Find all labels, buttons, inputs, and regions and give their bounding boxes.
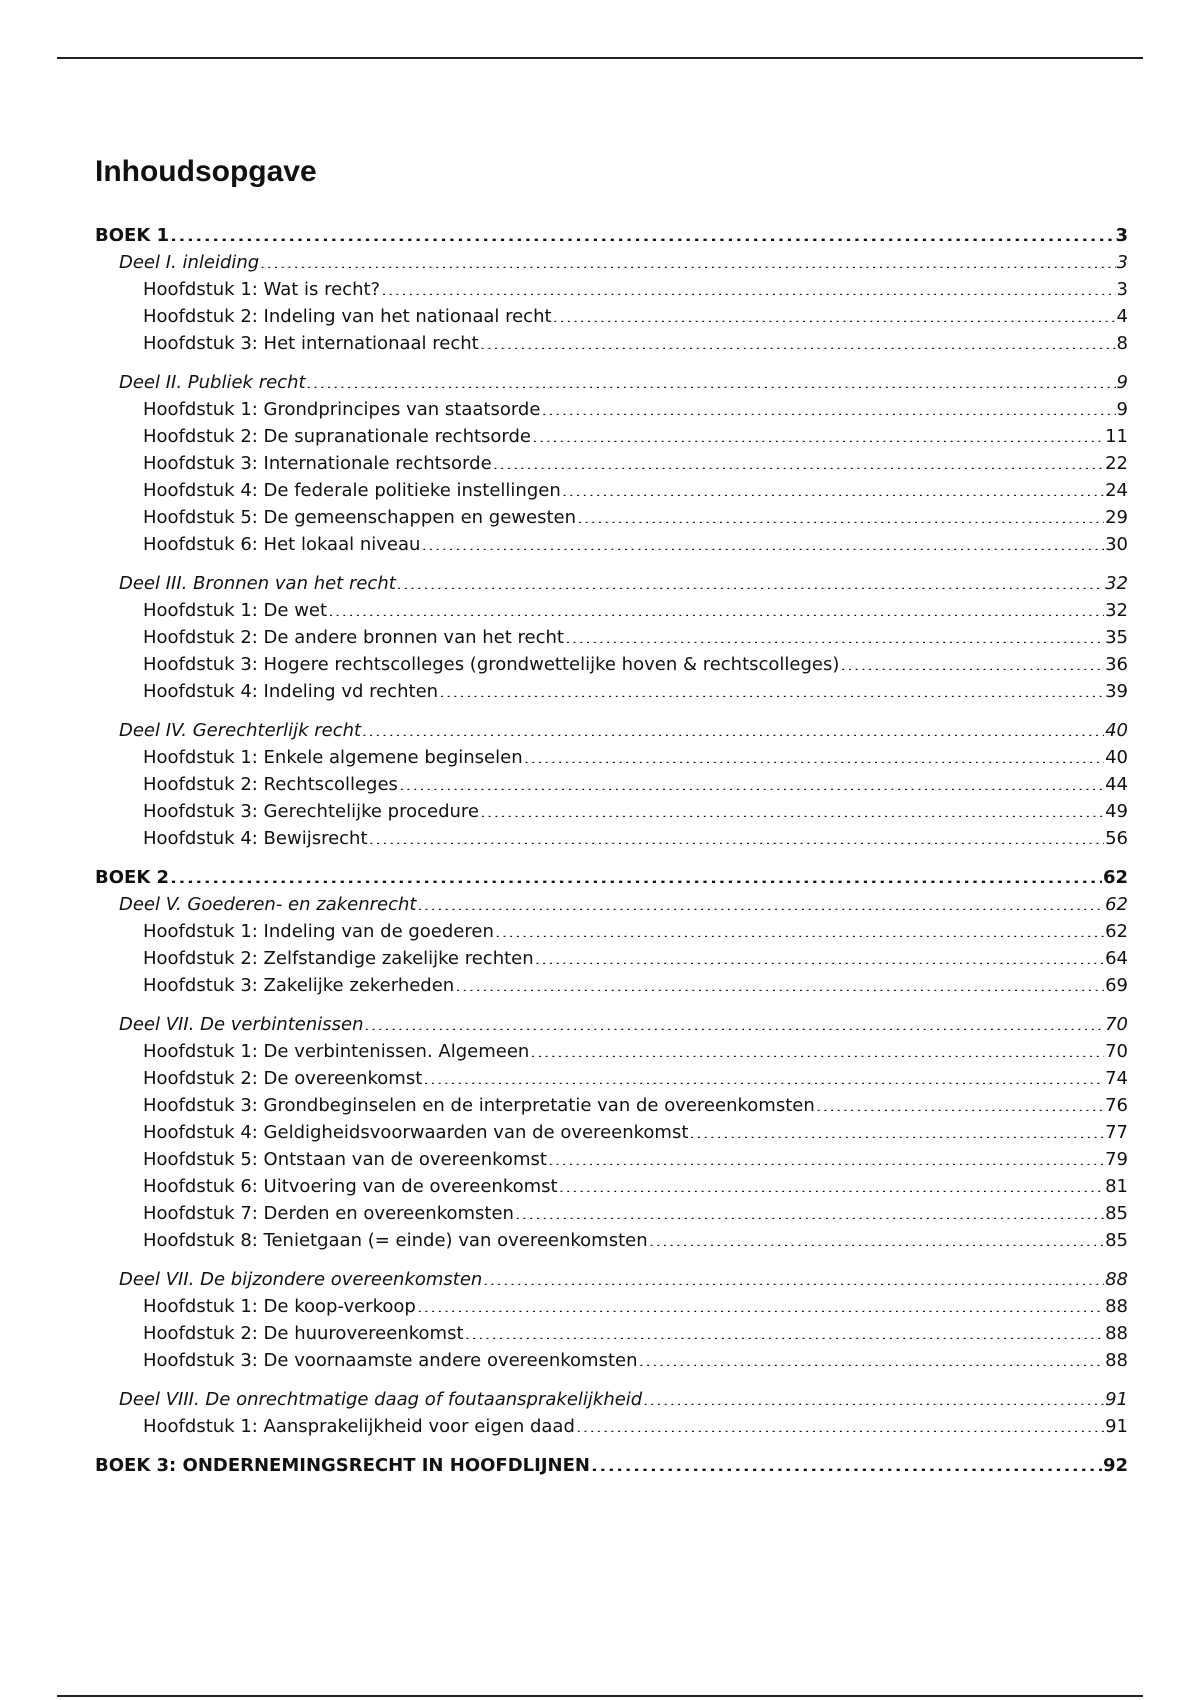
dot-leader <box>515 1201 1104 1219</box>
footer-rule <box>57 1695 1143 1697</box>
toc-chapter-entry-page-number: 79 <box>1105 1149 1128 1170</box>
toc-part-entry-page-number: 62 <box>1105 894 1128 915</box>
dot-leader <box>639 1348 1105 1366</box>
dot-leader <box>423 1066 1104 1084</box>
toc-book-entry-page-number: 62 <box>1102 867 1128 888</box>
toc-chapter-entry[interactable] <box>95 1200 1128 1227</box>
toc-chapter-entry-page-number: 88 <box>1105 1296 1128 1317</box>
toc-part-entry-page-number: 9 <box>1116 372 1128 393</box>
toc-chapter-entry-label: Hoofdstuk 1: Grondprincipes van staatsorde <box>143 399 541 420</box>
toc-chapter-entry-page-number: 88 <box>1105 1323 1128 1344</box>
toc-chapter-entry-label: Hoofdstuk 3: Hogere rechtscolleges (grondwettelijke hoven & rechtscolleges) <box>143 654 840 675</box>
toc-part-entry-page-number: 70 <box>1105 1014 1128 1035</box>
toc-chapter-entry[interactable] <box>95 1092 1128 1119</box>
toc-chapter-entry-label: Hoofdstuk 6: Het lokaal niveau <box>143 534 421 555</box>
toc-chapter-entry[interactable] <box>95 1173 1128 1200</box>
toc-book-entry-page-number: 3 <box>1115 225 1128 246</box>
dot-leader <box>577 505 1104 523</box>
toc-part-entry-label: Deel VII. De bijzondere overeenkomsten <box>119 1269 483 1290</box>
toc-chapter-entry-page-number: 81 <box>1105 1176 1128 1197</box>
toc-chapter-entry[interactable] <box>95 1347 1128 1374</box>
toc-chapter-entry[interactable] <box>95 651 1128 678</box>
toc-part-entry-label: Deel VIII. De onrechtmatige daag of foutaansprakelijkheid <box>119 1389 643 1410</box>
toc-chapter-entry-label: Hoofdstuk 2: De overeenkomst <box>143 1068 423 1089</box>
toc-chapter-entry-label: Hoofdstuk 2: De huurovereenkomst <box>143 1323 464 1344</box>
toc-chapter-entry-page-number: 39 <box>1105 681 1128 702</box>
table-of-contents <box>95 222 1128 1491</box>
toc-chapter-entry[interactable] <box>95 1293 1128 1320</box>
toc-part-entry[interactable] <box>95 717 1128 744</box>
toc-chapter-entry[interactable] <box>95 477 1128 504</box>
toc-book-entry-label: BOEK 1 <box>95 225 170 246</box>
dot-leader <box>524 745 1104 763</box>
toc-chapter-entry[interactable] <box>95 624 1128 651</box>
dot-leader <box>541 397 1115 415</box>
toc-chapter-entry-page-number: 22 <box>1105 453 1128 474</box>
toc-chapter-entry[interactable] <box>95 798 1128 825</box>
page-title: Inhoudsopgave <box>95 155 317 188</box>
part-section <box>95 891 1128 999</box>
toc-chapter-entry-label: Hoofdstuk 4: Indeling vd rechten <box>143 681 439 702</box>
toc-chapter-entry-page-number: 77 <box>1105 1122 1128 1143</box>
dot-leader <box>480 331 1116 349</box>
dot-leader <box>483 1267 1104 1285</box>
dot-leader <box>649 1228 1104 1246</box>
toc-part-entry-label: Deel I. inleiding <box>119 252 260 273</box>
toc-book-entry-label: BOEK 3: ONDERNEMINGSRECHT IN HOOFDLIJNEN <box>95 1455 590 1476</box>
toc-chapter-entry-label: Hoofdstuk 7: Derden en overeenkomsten <box>143 1203 514 1224</box>
toc-chapter-entry-page-number: 85 <box>1105 1230 1128 1251</box>
toc-chapter-entry-label: Hoofdstuk 1: De wet <box>143 600 328 621</box>
toc-part-entry-page-number: 91 <box>1105 1389 1128 1410</box>
dot-leader <box>480 799 1104 817</box>
toc-chapter-entry-page-number: 4 <box>1116 306 1128 327</box>
part-section <box>95 1266 1128 1374</box>
dot-leader <box>495 919 1104 937</box>
toc-book-entry-label: BOEK 2 <box>95 867 170 888</box>
dot-leader <box>576 1414 1104 1432</box>
book-section <box>95 864 1128 1440</box>
toc-chapter-entry-label: Hoofdstuk 3: Het internationaal recht <box>143 333 479 354</box>
toc-chapter-entry[interactable] <box>95 825 1128 852</box>
toc-chapter-entry-label: Hoofdstuk 1: Indeling van de goederen <box>143 921 494 942</box>
dot-leader <box>307 370 1116 388</box>
part-section <box>95 570 1128 705</box>
toc-book-entry-page-number: 92 <box>1102 1455 1128 1476</box>
toc-chapter-entry-label: Hoofdstuk 2: Zelfstandige zakelijke rechten <box>143 948 534 969</box>
toc-chapter-entry-label: Hoofdstuk 2: De supranationale rechtsorde <box>143 426 532 447</box>
dot-leader <box>170 865 1102 883</box>
toc-chapter-entry-page-number: 35 <box>1105 627 1128 648</box>
dot-leader <box>439 679 1104 697</box>
toc-chapter-entry[interactable] <box>95 744 1128 771</box>
toc-part-entry-label: Deel II. Publiek recht <box>119 372 306 393</box>
toc-chapter-entry-page-number: 8 <box>1116 333 1128 354</box>
toc-chapter-entry-page-number: 69 <box>1105 975 1128 996</box>
toc-chapter-entry[interactable] <box>95 396 1128 423</box>
toc-chapter-entry-label: Hoofdstuk 1: Enkele algemene beginselen <box>143 747 523 768</box>
toc-chapter-entry[interactable] <box>95 1119 1128 1146</box>
toc-part-entry[interactable] <box>95 891 1128 918</box>
toc-chapter-entry[interactable] <box>95 1146 1128 1173</box>
toc-chapter-entry-label: Hoofdstuk 8: Tenietgaan (= einde) van overeenkomsten <box>143 1230 648 1251</box>
toc-chapter-entry-page-number: 85 <box>1105 1203 1128 1224</box>
toc-chapter-entry-label: Hoofdstuk 6: Uitvoering van de overeenkomst <box>143 1176 558 1197</box>
toc-chapter-entry-label: Hoofdstuk 4: Bewijsrecht <box>143 828 368 849</box>
toc-chapter-entry-label: Hoofdstuk 2: Rechtscolleges <box>143 774 398 795</box>
part-section <box>95 369 1128 558</box>
toc-chapter-entry-page-number: 9 <box>1116 399 1128 420</box>
toc-chapter-entry-page-number: 76 <box>1105 1095 1128 1116</box>
toc-chapter-entry[interactable] <box>95 303 1128 330</box>
book-section <box>95 1452 1128 1479</box>
toc-chapter-entry[interactable] <box>95 972 1128 999</box>
toc-chapter-entry[interactable] <box>95 276 1128 303</box>
toc-chapter-entry-page-number: 30 <box>1105 534 1128 555</box>
dot-leader <box>417 1294 1104 1312</box>
toc-chapter-entry-page-number: 44 <box>1105 774 1128 795</box>
toc-chapter-entry-label: Hoofdstuk 3: Zakelijke zekerheden <box>143 975 455 996</box>
toc-chapter-entry-page-number: 70 <box>1105 1041 1128 1062</box>
dot-leader <box>548 1147 1104 1165</box>
dot-leader <box>553 304 1116 322</box>
toc-chapter-entry-page-number: 3 <box>1116 279 1128 300</box>
toc-chapter-entry-label: Hoofdstuk 3: De voornaamste andere overeenkomsten <box>143 1350 638 1371</box>
toc-part-entry-page-number: 3 <box>1116 252 1128 273</box>
dot-leader <box>559 1174 1105 1192</box>
dot-leader <box>397 571 1104 589</box>
dot-leader <box>417 892 1104 910</box>
toc-chapter-entry-label: Hoofdstuk 1: De verbintenissen. Algemeen <box>143 1041 530 1062</box>
toc-chapter-entry[interactable] <box>95 1227 1128 1254</box>
dot-leader <box>365 1012 1105 1030</box>
toc-chapter-entry[interactable] <box>95 423 1128 450</box>
toc-part-entry-label: Deel III. Bronnen van het recht <box>119 573 396 594</box>
toc-part-entry-label: Deel IV. Gerechterlijk recht <box>119 720 362 741</box>
dot-leader <box>530 1039 1104 1057</box>
toc-part-entry-page-number: 40 <box>1105 720 1128 741</box>
dot-leader <box>591 1453 1102 1471</box>
book-section <box>95 222 1128 852</box>
dot-leader <box>260 250 1115 268</box>
toc-part-entry[interactable] <box>95 1011 1128 1038</box>
toc-chapter-entry[interactable] <box>95 945 1128 972</box>
dot-leader <box>328 598 1104 616</box>
toc-chapter-entry[interactable] <box>95 678 1128 705</box>
part-section <box>95 717 1128 852</box>
toc-chapter-entry[interactable] <box>95 918 1128 945</box>
toc-chapter-entry[interactable] <box>95 531 1128 558</box>
toc-part-entry-page-number: 32 <box>1105 573 1128 594</box>
toc-chapter-entry-page-number: 36 <box>1105 654 1128 675</box>
toc-part-entry[interactable] <box>95 570 1128 597</box>
toc-chapter-entry-page-number: 49 <box>1105 801 1128 822</box>
dot-leader <box>362 718 1104 736</box>
part-section <box>95 249 1128 357</box>
toc-chapter-entry-page-number: 29 <box>1105 507 1128 528</box>
dot-leader <box>532 424 1104 442</box>
toc-chapter-entry[interactable] <box>95 504 1128 531</box>
toc-chapter-entry-page-number: 88 <box>1105 1350 1128 1371</box>
part-section <box>95 1386 1128 1440</box>
toc-part-entry-label: Deel V. Goederen- en zakenrecht <box>119 894 417 915</box>
dot-leader <box>455 973 1104 991</box>
toc-chapter-entry[interactable] <box>95 1413 1128 1440</box>
toc-chapter-entry-page-number: 56 <box>1105 828 1128 849</box>
dot-leader <box>562 478 1104 496</box>
dot-leader <box>643 1387 1104 1405</box>
toc-part-entry[interactable] <box>95 369 1128 396</box>
toc-chapter-entry-page-number: 32 <box>1105 600 1128 621</box>
toc-part-entry-label: Deel VII. De verbintenissen <box>119 1014 364 1035</box>
toc-chapter-entry-label: Hoofdstuk 2: Indeling van het nationaal recht <box>143 306 552 327</box>
toc-part-entry[interactable] <box>95 249 1128 276</box>
toc-chapter-entry-label: Hoofdstuk 3: Gerechtelijke procedure <box>143 801 479 822</box>
dot-leader <box>369 826 1105 844</box>
toc-chapter-entry-label: Hoofdstuk 1: De koop-verkoop <box>143 1296 416 1317</box>
toc-chapter-entry[interactable] <box>95 450 1128 477</box>
toc-part-entry-page-number: 88 <box>1105 1269 1128 1290</box>
toc-chapter-entry[interactable] <box>95 1320 1128 1347</box>
toc-chapter-entry[interactable] <box>95 330 1128 357</box>
toc-chapter-entry[interactable] <box>95 597 1128 624</box>
toc-chapter-entry-page-number: 74 <box>1105 1068 1128 1089</box>
toc-chapter-entry-label: Hoofdstuk 2: De andere bronnen van het recht <box>143 627 564 648</box>
dot-leader <box>381 277 1115 295</box>
toc-book-entry[interactable] <box>95 864 1128 891</box>
dot-leader <box>170 223 1114 241</box>
toc-chapter-entry-page-number: 40 <box>1105 747 1128 768</box>
dot-leader <box>421 532 1104 550</box>
toc-book-entry[interactable] <box>95 222 1128 249</box>
toc-chapter-entry-label: Hoofdstuk 5: Ontstaan van de overeenkomst <box>143 1149 547 1170</box>
header-rule <box>57 57 1143 59</box>
toc-chapter-entry[interactable] <box>95 1065 1128 1092</box>
toc-chapter-entry[interactable] <box>95 771 1128 798</box>
toc-part-entry[interactable] <box>95 1266 1128 1293</box>
dot-leader <box>689 1120 1104 1138</box>
toc-chapter-entry-label: Hoofdstuk 1: Aansprakelijkheid voor eigen daad <box>143 1416 575 1437</box>
toc-chapter-entry-page-number: 24 <box>1105 480 1128 501</box>
toc-chapter-entry-label: Hoofdstuk 3: Grondbeginselen en de interpretatie van de overeenkomsten <box>143 1095 815 1116</box>
toc-chapter-entry-page-number: 91 <box>1105 1416 1128 1437</box>
dot-leader <box>816 1093 1104 1111</box>
toc-chapter-entry-label: Hoofdstuk 5: De gemeenschappen en gewesten <box>143 507 576 528</box>
dot-leader <box>465 1321 1105 1339</box>
toc-chapter-entry[interactable] <box>95 1038 1128 1065</box>
toc-chapter-entry-label: Hoofdstuk 4: Geldigheidsvoorwaarden van de overeenkomst <box>143 1122 689 1143</box>
dot-leader <box>399 772 1104 790</box>
dot-leader <box>493 451 1104 469</box>
toc-chapter-entry-label: Hoofdstuk 4: De federale politieke instellingen <box>143 480 561 501</box>
toc-chapter-entry-page-number: 62 <box>1105 921 1128 942</box>
toc-chapter-entry-page-number: 64 <box>1105 948 1128 969</box>
toc-chapter-entry-label: Hoofdstuk 1: Wat is recht? <box>143 279 381 300</box>
dot-leader <box>535 946 1104 964</box>
part-section <box>95 1011 1128 1254</box>
toc-chapter-entry-page-number: 11 <box>1105 426 1128 447</box>
dot-leader <box>565 625 1104 643</box>
toc-book-entry[interactable] <box>95 1452 1128 1479</box>
toc-part-entry[interactable] <box>95 1386 1128 1413</box>
toc-chapter-entry-label: Hoofdstuk 3: Internationale rechtsorde <box>143 453 492 474</box>
dot-leader <box>840 652 1104 670</box>
